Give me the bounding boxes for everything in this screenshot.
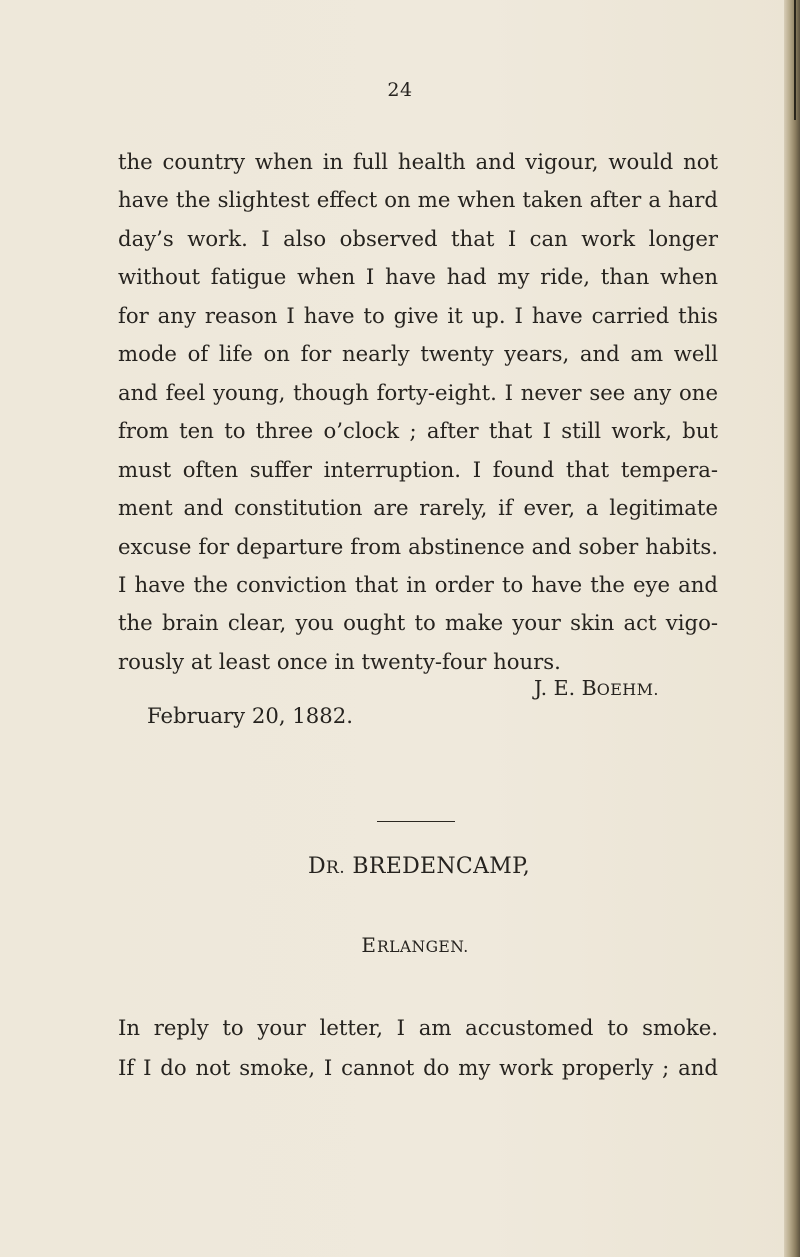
correspondent-place <box>0 933 800 957</box>
page-number: 24 <box>387 79 413 101</box>
section-divider <box>377 821 455 822</box>
text-line: and feel young, though forty-eight. I never see any one <box>118 379 718 405</box>
text-line: without fatigue when I have had my ride, than when <box>118 264 718 290</box>
surname: BREDENCAMP, <box>352 854 531 879</box>
text-line: In reply to your letter, I am accustomed to smoke. <box>118 1015 718 1040</box>
text-line: I have the conviction that in order to have the eye and <box>118 571 718 597</box>
correspondent-name <box>0 854 800 879</box>
text-line: rously at least once in twenty-four hours. <box>118 648 561 674</box>
page-edge-line <box>794 0 796 120</box>
second-letter-body-text <box>118 1008 718 1088</box>
page-edge-shadow <box>784 0 800 1257</box>
title-initial: D <box>307 854 326 879</box>
text-line: the country when in full health and vigour, would not <box>118 149 718 174</box>
signature-initials: J. E. B <box>534 676 597 700</box>
text-line: the brain clear, you ought to make your skin act vigo- <box>118 610 718 636</box>
letter-date: February 20, 1882. <box>147 703 353 728</box>
text-line: day’s work. I also observed that I can work longer <box>118 225 718 251</box>
text-line: from ten to three o’clock ; after that I still work, but <box>118 418 718 444</box>
text-line: If I do not smoke, I cannot do my work properly ; and <box>118 1055 718 1080</box>
letter-body-text <box>118 143 718 681</box>
text-line: must often suffer interruption. I found that tempera- <box>118 456 718 482</box>
signature-surname-rest: OEHM. <box>596 680 659 699</box>
text-line: for any reason I have to give it up. I have carried this <box>118 302 718 328</box>
place-initial: E <box>361 933 377 957</box>
text-line: excuse for departure from abstinence and sober habits. <box>118 533 718 559</box>
place-rest: RLANGEN. <box>376 938 469 956</box>
text-line: ment and constitution are rarely, if ever, a legitimate <box>118 495 718 521</box>
title-rest: R. <box>325 858 346 878</box>
text-line: mode of life on for nearly twenty years, and am well <box>118 341 718 367</box>
signature <box>534 676 659 700</box>
text-line: have the slightest effect on me when taken after a hard <box>118 187 718 213</box>
